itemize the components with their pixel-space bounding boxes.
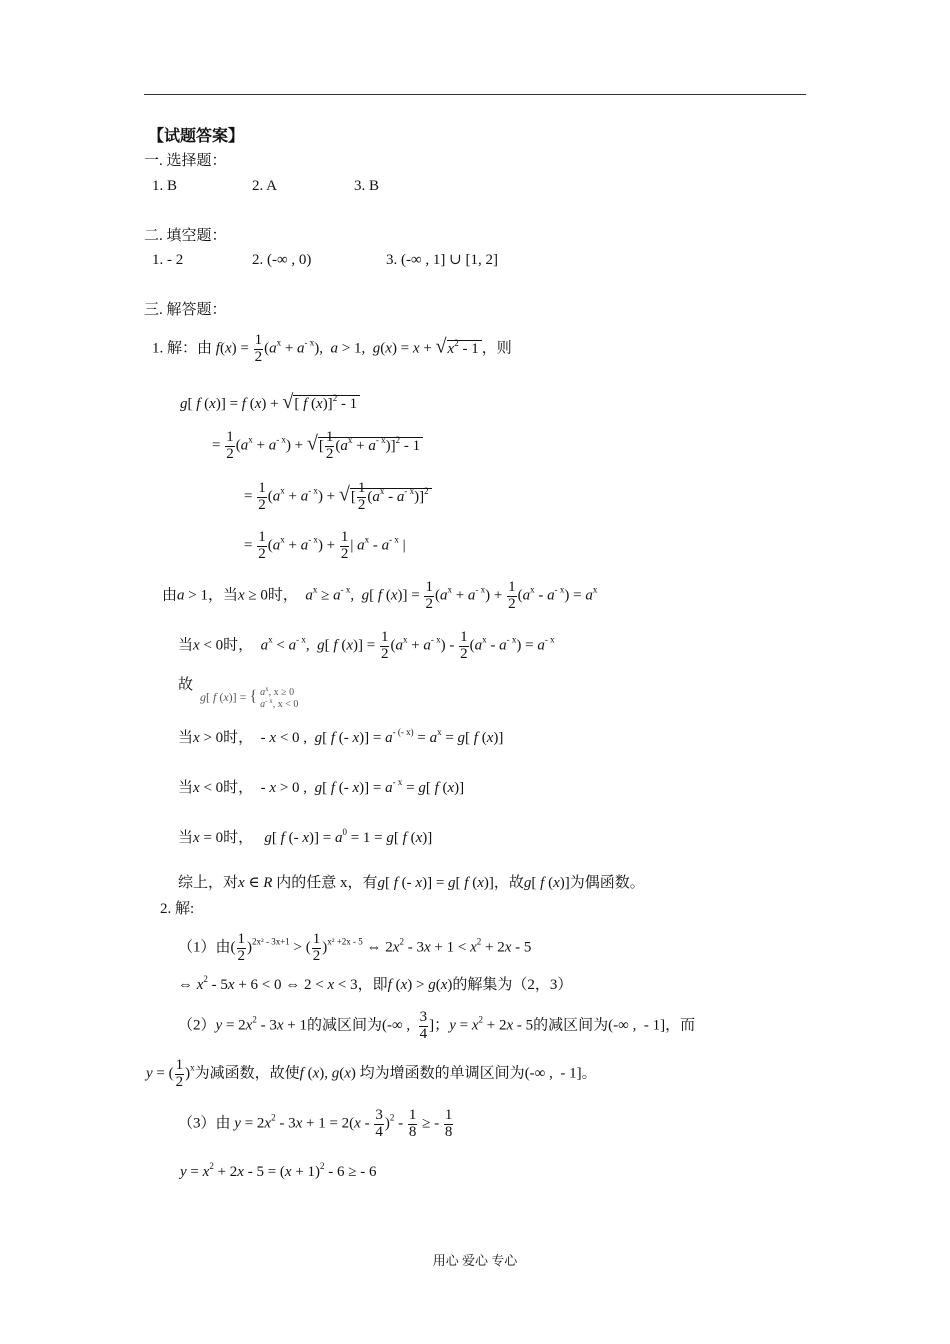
problem2-label: 2. 解: — [160, 901, 195, 917]
choice-answer-3: 3. B — [354, 178, 380, 194]
problem2-part3-line1: （3）由 $y = 2x^2 - 3x + 1 = 2(x$ - $\frac{3}{4}$ )$^2$ - $\frac{1}{8}$ ≥ - $\frac{1}{8}$ — [178, 1107, 453, 1140]
problem2-part1-line1: （1）由( $\frac{1}{2}$ )$^{2x^2 - 3x+1}$ > ( $\frac{1}{2}$ )$^{x^2 +2x - 5}$ ⇔ $2x^2 - 3x + 1 < x^2 + 2x - 5$ — [178, 931, 532, 964]
header-rule — [144, 94, 806, 95]
parity-line-2: 当x < 0时， - x > 0 , g[ f (- $x)] = a^{- x} = g$[ f (x)] — [178, 777, 465, 796]
page-title: 【试题答案】 — [148, 126, 245, 145]
derivation-line-4: = $\frac{1}{2}$ $(a^x + a^{- x})$ + $\frac{1}{2}$ | $a^x - a^{- x}$ | — [244, 529, 406, 562]
page-footer: 用心 爱心 专心 — [432, 1253, 518, 1268]
derivation-line-2: = $\frac{1}{2}$ $(a^x + a^{- x})$ + √[ $\frac{1}{2}$ $(a^x + a^{- x})]^2 - 1$ — [212, 430, 423, 463]
piecewise-line: 故 — [178, 677, 194, 693]
case-nonneg-line: 由a > 1，当x ≥ 0时， $a^x \ge a^{- x}$, g[ f (x)] = $\frac{1}{2}$ $(a^x + a^{- x})$ + $\frac{1}{2}$ $(a^x - a^{- x}) = a^x$ — [162, 579, 598, 612]
parity-line-1: 当x > 0时， - x < 0 , g[ f (- $x)] = a^{- (- x)} = a^x = g$[ f (x)] — [178, 727, 504, 746]
problem2-part2-line1: $(2)y = 2x^2 - 3x + 1$的减区间为(-∞ , $\frac{3}{4}$ ]；$y = x^2 + 2x - 5$的减区间为(-∞ , - 1]，而 — [178, 1009, 696, 1042]
derivation-line-3: = $\frac{1}{2}$ $(a^x + a^{- x})$ + √[ $\frac{1}{2}$ $(a^x - a^{- x})]^2$ — [244, 481, 432, 514]
problem1-intro: 1. 解：由 f(x) = $\frac{1}{2}$ $(a^x + a^{- x})$, a > 1, $g(x) = x + √x^2 - 1$ ，则 — [152, 332, 512, 365]
fill-answer-3: 3. (-∞ , 1] ∪ [1, 2] — [386, 252, 498, 268]
section-heading-choice: 一. 选择题： — [144, 153, 227, 169]
problem2-part3-line2: $y = x^2 + 2x - 5 = (x + 1)^2 - 6$ ≥ - 6 — [180, 1161, 377, 1180]
fill-answer-2: 2. (-∞ , 0) — [252, 252, 312, 268]
problem1-summary: 综上，对x ∈ R 内的任意 x，有g[ f (- x)] = g[ f (x)]，故g[ f (x)]为偶函数。 — [178, 875, 645, 891]
derivation-line-1: g[ f (x)] = f (x) + √[ f (x)]$^2$ - 1 — [180, 392, 360, 412]
case-neg-line: 当x < 0时， $a^x < a^{- x}$, g[ f (x)] = $\frac{1}{2}$ $(a^x + a^{- x})$ - $\frac{1}{2}$ $(a^x - a^{- x}) = a^{- x}$ — [178, 629, 555, 662]
choice-answer-1: 1. B — [152, 178, 178, 194]
section-heading-fill: 二. 填空题： — [144, 228, 227, 244]
section-heading-solve: 三. 解答题： — [144, 302, 227, 318]
problem2-part1-line2: ⇔ $x^2 - 5x + 6 < 0$ ⇔ 2 < x < 3，即f (x) > g(x)的解集为（2，3） — [178, 974, 573, 993]
problem2-part2-line2: y = ( $\frac{1}{2}$ )$^x$为减函数，故使f (x), g(x) 均为增函数的单调区间为(-∞ , - 1]。 — [146, 1057, 597, 1090]
parity-line-3: 当x = 0时， g[ f (- $x)] = a^0 = 1 = g$[ f (x)] — [178, 827, 433, 846]
choice-answer-2: 2. A — [252, 178, 278, 194]
fill-answer-1: 1. - 2 — [152, 252, 184, 268]
piecewise-formula: g[ f (x)] = { $a^x$, x ≥ 0 $a^{- x}$, x < 0 — [200, 685, 299, 710]
